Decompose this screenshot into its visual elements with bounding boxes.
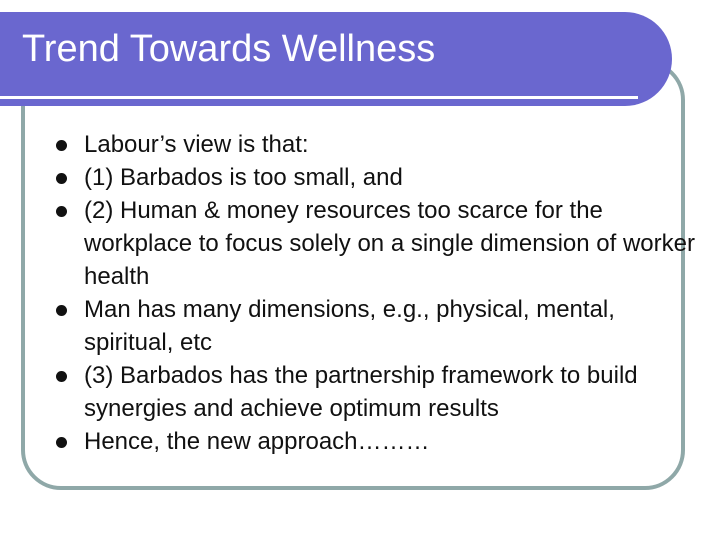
bullet-item [56,425,696,458]
bullet-text: Man has many dimensions, e.g., physical, mental, spiritual, etc [84,296,615,356]
bullet-list [56,128,696,458]
bullet-text: (3) Barbados has the partnership framework to build synergies and achieve optimum results [84,362,638,422]
bullet-text: (1) Barbados is too small, and [84,164,403,191]
bullet-text: Hence, the new approach……… [84,428,430,455]
bullet-dot-icon [56,371,67,382]
bullet-item [56,359,696,425]
bullet-dot-icon [56,437,67,448]
bullet-item [56,161,696,194]
bullet-dot-icon [56,206,67,217]
bullet-dot-icon [56,140,67,151]
title-underline [0,96,638,99]
bullet-item [56,128,696,161]
bullet-dot-icon [56,305,67,316]
bullet-item [56,293,696,359]
bullet-text: (2) Human & money resources too scarce for the workplace to focus solely on a single dimension of worker health [84,197,695,290]
bullet-text: Labour’s view is that: [84,131,309,158]
bullet-item [56,194,696,293]
slide-title: Trend Towards Wellness [22,28,436,70]
bullet-dot-icon [56,173,67,184]
